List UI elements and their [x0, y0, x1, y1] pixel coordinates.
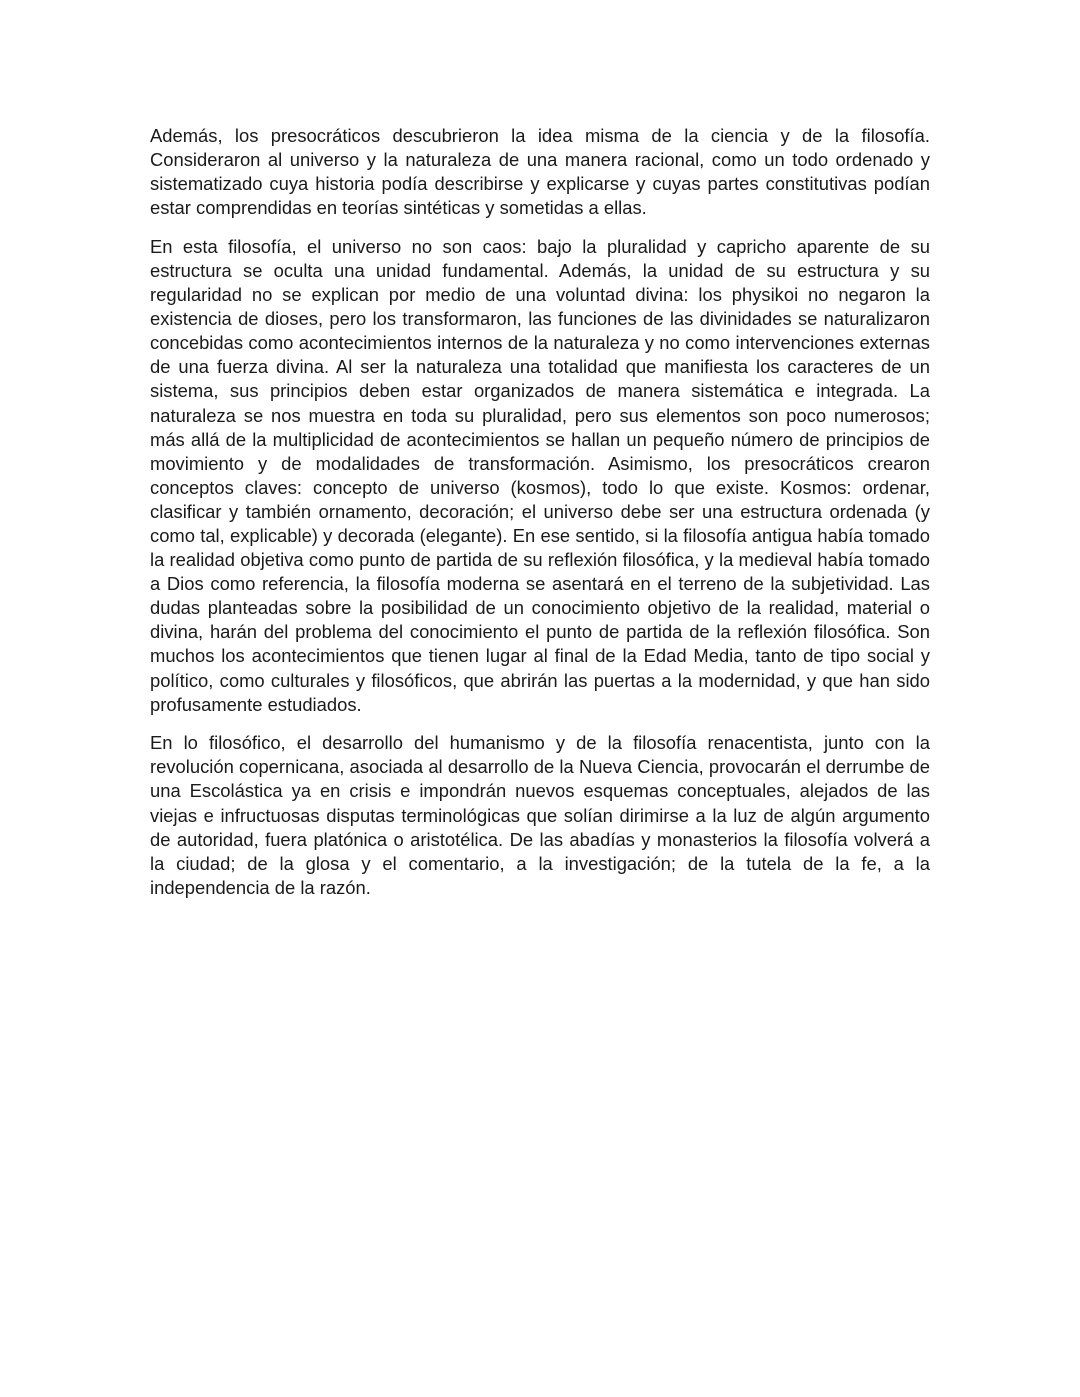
paragraph-filosofico: En lo filosófico, el desarrollo del humanismo y de la filosofía renacentista, junto con la revolución copernicana, asociada al desarrollo de la Nueva Ciencia, provocarán el derrumbe de una Escolástica ya en crisis e impondrán nuevos esquemas conceptuales, alejados de las viejas e infructuosas disputas terminológicas que solían dirimirse a la luz de algún argumento de autoridad, fuera platónica o aristotélica. De las abadías y monasterios la filosofía volverá a la ciudad; de la glosa y el comentario, a la investigación; de la tutela de la fe, a la independencia de la razón.	[150, 732, 930, 898]
document-body	[150, 124, 930, 914]
paragraph-presocraticos: Además, los presocráticos descubrieron la idea misma de la ciencia y de la filosofía. Consideraron al universo y la naturaleza de una manera racional, como un todo ordenado y sistematizado cuya historia podía describirse y explicarse y cuyas partes constitutivas podían estar comprendidas en teorías sintéticas y sometidas a ellas.	[150, 125, 930, 219]
paragraph-universo: En esta filosofía, el universo no son caos: bajo la pluralidad y capricho aparente de su estructura se oculta una unidad fundamental. Además, la unidad de su estructura y su regularidad no se explican por medio de una voluntad divina: los physikoi no negaron la existencia de dioses, pero los transformaron, las funciones de las divinidades se naturalizaron concebidas como acontecimientos internos de la naturaleza y no como intervenciones externas de una fuerza divina. Al ser la naturaleza una totalidad que manifiesta los caracteres de un sistema, sus principios deben estar organizados de manera sistemática e integrada. La naturaleza se nos muestra en toda su pluralidad, pero sus elementos son poco numerosos; más allá de la multiplicidad de acontecimientos se hallan un pequeño número de principios de movimiento y de modalidades de transformación. Asimismo, los presocráticos crearon conceptos claves: concepto de universo (kosmos), todo lo que existe. Kosmos: ordenar, clasificar y también ornamento, decoración; el universo debe ser una estructura ordenada (y como tal, explicable) y decorada (elegante). En ese sentido, si la filosofía antigua había tomado la realidad objetiva como punto de partida de su reflexión filosófica, y la medieval había tomado a Dios como referencia, la filosofía moderna se asentará en el terreno de la subjetividad. Las dudas planteadas sobre la posibilidad de un conocimiento objetivo de la realidad, material o divina, harán del problema del conocimiento el punto de partida de la reflexión filosófica. Son muchos los acontecimientos que tienen lugar al final de la Edad Media, tanto de tipo social y político, como culturales y filosóficos, que abrirán las puertas a la modernidad, y que han sido profusamente estudiados.	[150, 235, 930, 715]
